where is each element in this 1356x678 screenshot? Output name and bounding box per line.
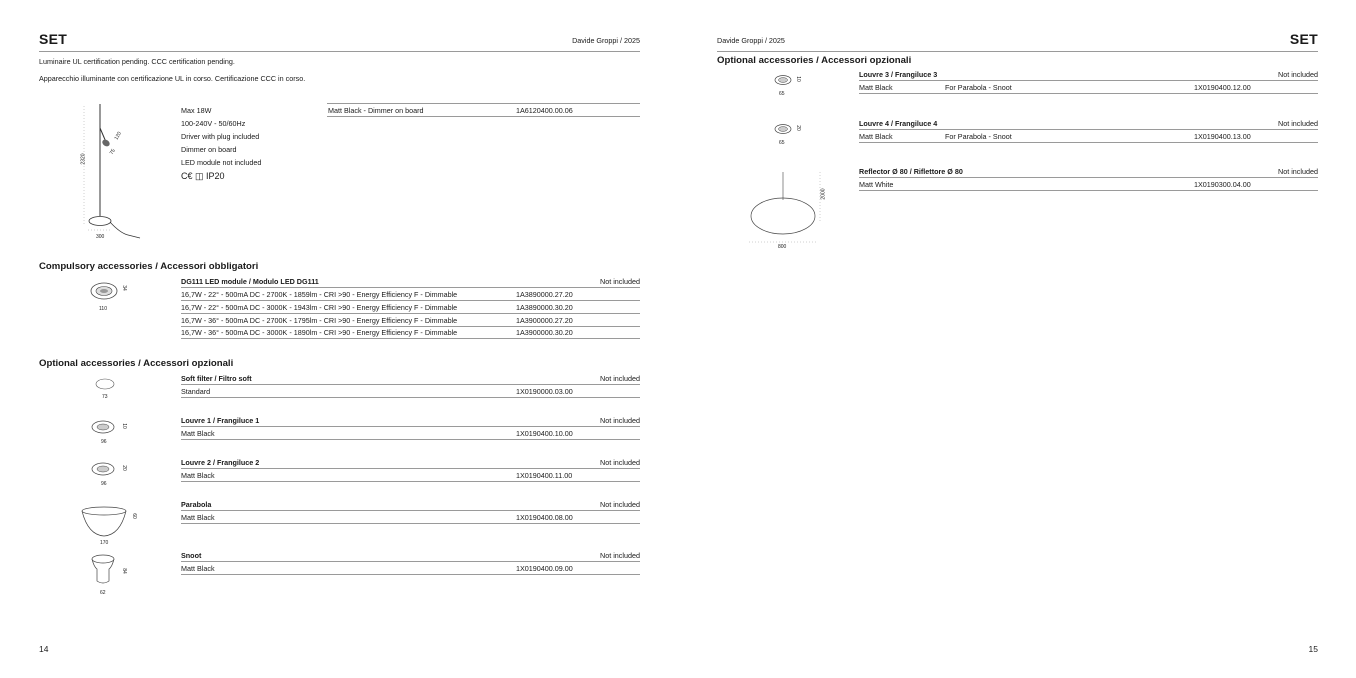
left-header-author: Davide Groppi / 2025 — [572, 36, 640, 45]
compulsory-title: Compulsory accessories / Accessori obbligatori — [39, 261, 259, 272]
louvre-3-extra: For Parabola - Snoot — [945, 83, 1012, 92]
louvre-1-dim-h: 10 — [120, 423, 127, 429]
optional-title-right: Optional accessories / Accessori opzionali — [717, 55, 912, 66]
compulsory-rule-2 — [181, 313, 640, 314]
product-description: Matt Black - Dimmer on board — [328, 106, 424, 115]
louvre-4-code: 1X0190400.13.00 — [1194, 132, 1251, 141]
soft-filter-title: Soft filter / Filtro soft — [181, 374, 252, 383]
page-number-right: 15 — [1308, 644, 1318, 654]
reflector-dim-h: 2000 — [820, 188, 827, 200]
right-header-author: Davide Groppi / 2025 — [717, 36, 785, 45]
right-header-rule — [717, 51, 1318, 52]
louvre-3-title: Louvre 3 / Frangiluce 3 — [859, 70, 938, 79]
soft-filter-rule-top — [181, 384, 640, 385]
louvre-3-desc: Matt Black — [859, 83, 893, 92]
louvre-2-status: Not included — [600, 458, 640, 467]
parabola-status: Not included — [600, 500, 640, 509]
snoot-title: Snoot — [181, 551, 202, 560]
optional-title-left: Optional accessories / Accessori opzionali — [39, 358, 234, 369]
louvre-4-dim-w: 65 — [779, 140, 785, 146]
louvre-1-dim-w: 96 — [101, 439, 107, 445]
soft-filter-code: 1X0190000.03.00 — [516, 387, 573, 396]
left-header-rule — [39, 51, 640, 52]
note-ul-it: Apparecchio illuminante con certificazione UL in corso. Certificazione CCC in corso. — [39, 74, 306, 83]
reflector-rule-top — [859, 177, 1318, 178]
compulsory-rule-3 — [181, 326, 640, 327]
louvre-4-status: Not included — [1278, 119, 1318, 128]
product-rule-top — [327, 103, 640, 104]
soft-filter-dim: 73 — [102, 394, 108, 400]
compulsory-row-code: 1A3900000.30.20 — [516, 328, 573, 337]
compulsory-row-code: 1A3890000.27.20 — [516, 290, 573, 299]
compulsory-rule-0 — [181, 287, 640, 288]
led-dim-width: 110 — [99, 306, 107, 312]
louvre-1-desc: Matt Black — [181, 429, 215, 438]
reflector-code: 1X0190300.04.00 — [1194, 180, 1251, 189]
reflector-dim-w: 800 — [778, 244, 787, 250]
compulsory-status: Not included — [600, 277, 640, 286]
louvre-4-drawing — [772, 121, 812, 141]
parabola-desc: Matt Black — [181, 513, 215, 522]
snoot-rule-top — [181, 561, 640, 562]
snoot-dim-h: 84 — [120, 568, 127, 574]
louvre-3-rule-bottom — [859, 93, 1318, 94]
louvre-1-status: Not included — [600, 416, 640, 425]
louvre-4-desc: Matt Black — [859, 132, 893, 141]
spec-driver: Driver with plug included — [181, 132, 260, 141]
compulsory-row-desc: 16,7W - 22° - 500mA DC - 2700K - 1859lm - CRI >90 - Energy Efficiency F - Dimmable — [181, 290, 458, 299]
louvre-4-title: Louvre 4 / Frangiluce 4 — [859, 119, 938, 128]
louvre-2-rule-top — [181, 468, 640, 469]
louvre-3-rule-top — [859, 80, 1318, 81]
snoot-code: 1X0190400.09.00 — [516, 564, 573, 573]
lamp-dim-head-a: 120 — [113, 130, 123, 142]
louvre-3-status: Not included — [1278, 70, 1318, 79]
compulsory-row-desc: 16,7W - 36° - 500mA DC - 2700K - 1795lm - CRI >90 - Energy Efficiency F - Dimmable — [181, 316, 458, 325]
louvre-4-dim-h: 20 — [794, 125, 801, 131]
louvre-2-title: Louvre 2 / Frangiluce 2 — [181, 458, 260, 467]
led-dim-height: 34 — [120, 285, 127, 291]
spec-led: LED module not included — [181, 158, 262, 167]
page-number-left: 14 — [39, 644, 49, 654]
reflector-desc: Matt White — [859, 180, 894, 189]
lamp-dim-base: 300 — [96, 234, 105, 240]
led-module-drawing — [88, 280, 138, 315]
spec-power: Max 18W — [181, 106, 212, 115]
lamp-dim-head-b: 75 — [108, 148, 117, 156]
compulsory-rule-1 — [181, 300, 640, 301]
louvre-2-desc: Matt Black — [181, 471, 215, 480]
louvre-3-dim-w: 65 — [779, 91, 785, 97]
parabola-rule-top — [181, 510, 640, 511]
louvre-3-dim-h: 10 — [794, 76, 801, 82]
note-ul-en: Luminaire UL certification pending. CCC certification pending. — [39, 57, 235, 66]
louvre-2-dim-h: 20 — [120, 465, 127, 471]
product-rule-bottom — [327, 116, 640, 117]
parabola-code: 1X0190400.08.00 — [516, 513, 573, 522]
floor-lamp-drawing — [70, 98, 160, 248]
parabola-title: Parabola — [181, 500, 212, 509]
parabola-rule-bottom — [181, 523, 640, 524]
cert-marks: C€ ◫ IP20 — [181, 171, 225, 181]
compulsory-item-title: DG111 LED module / Modulo LED DG111 — [181, 277, 319, 286]
soft-filter-status: Not included — [600, 374, 640, 383]
reflector-drawing — [745, 168, 835, 248]
snoot-status: Not included — [600, 551, 640, 560]
parabola-dim-w: 170 — [100, 540, 109, 546]
compulsory-row-code: 1A3900000.27.20 — [516, 316, 573, 325]
louvre-3-drawing — [772, 72, 812, 92]
compulsory-row-desc: 16,7W - 36° - 500mA DC - 3000K - 1890lm - CRI >90 - Energy Efficiency F - Dimmable — [181, 328, 458, 337]
louvre-3-code: 1X0190400.12.00 — [1194, 83, 1251, 92]
compulsory-row-desc: 16,7W - 22° - 500mA DC - 3000K - 1943lm - CRI >90 - Energy Efficiency F - Dimmable — [181, 303, 458, 312]
lamp-dim-height: 2320 — [80, 153, 87, 165]
snoot-rule-bottom — [181, 574, 640, 575]
louvre-1-rule-top — [181, 426, 640, 427]
louvre-4-rule-top — [859, 129, 1318, 130]
louvre-2-rule-bottom — [181, 481, 640, 482]
snoot-dim-w: 62 — [100, 590, 106, 596]
louvre-2-code: 1X0190400.11.00 — [516, 471, 573, 480]
spec-voltage: 100-240V - 50/60Hz — [181, 119, 246, 128]
spec-dimmer: Dimmer on board — [181, 145, 237, 154]
snoot-desc: Matt Black — [181, 564, 215, 573]
louvre-4-rule-bottom — [859, 142, 1318, 143]
parabola-dim-h: 60 — [130, 513, 137, 519]
right-header-title: SET — [1289, 31, 1318, 47]
reflector-rule-bottom — [859, 190, 1318, 191]
compulsory-rule-4 — [181, 338, 640, 339]
louvre-1-title: Louvre 1 / Frangiluce 1 — [181, 416, 260, 425]
product-code: 1A6120400.00.06 — [516, 106, 573, 115]
louvre-1-rule-bottom — [181, 439, 640, 440]
louvre-1-code: 1X0190400.10.00 — [516, 429, 573, 438]
soft-filter-desc: Standard — [181, 387, 211, 396]
louvre-4-extra: For Parabola - Snoot — [945, 132, 1012, 141]
louvre-2-dim-w: 96 — [101, 481, 107, 487]
compulsory-row-code: 1A3890000.30.20 — [516, 303, 573, 312]
reflector-title: Reflector Ø 80 / Riflettore Ø 80 — [859, 167, 963, 176]
left-header-title: SET — [39, 31, 68, 47]
reflector-status: Not included — [1278, 167, 1318, 176]
soft-filter-rule-bottom — [181, 397, 640, 398]
parabola-drawing — [78, 505, 138, 541]
